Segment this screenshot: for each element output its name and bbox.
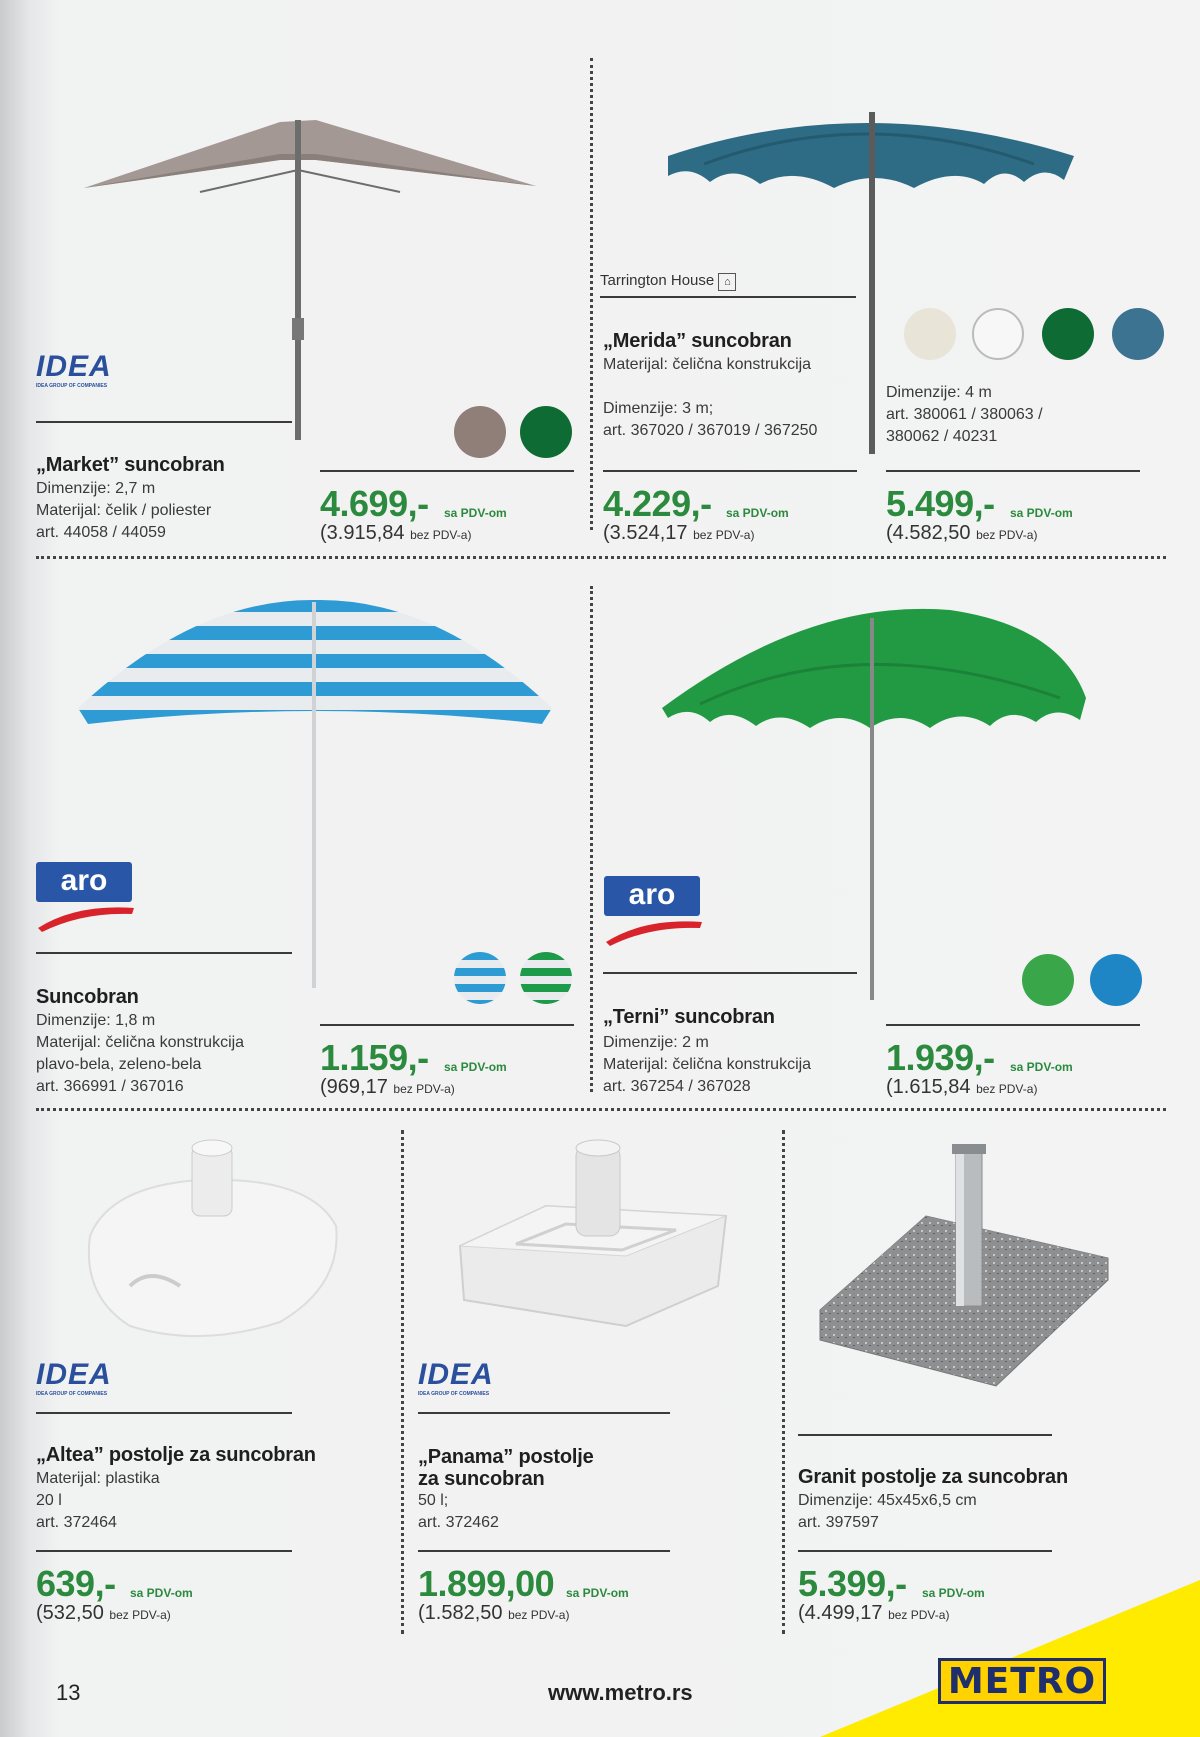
merida-title: „Merida” suncobran: [603, 330, 792, 352]
merida-brand: Tarrington House ⌂: [600, 272, 736, 291]
granit-price-note: sa PDV-om: [922, 1586, 985, 1600]
granit-rule-top: [798, 1434, 1052, 1436]
market-price-note: sa PDV-om: [444, 506, 507, 520]
altea-base-image: [80, 1136, 344, 1346]
divider-vertical-top: [590, 58, 593, 530]
merida4-color-white: [972, 308, 1024, 360]
panama-rule-top: [418, 1412, 670, 1414]
panama-title-1: „Panama” postolje: [418, 1446, 594, 1468]
altea-price-note: sa PDV-om: [130, 1586, 193, 1600]
suncobran-spec-4: art. 366991 / 367016: [36, 1078, 184, 1095]
granit-net-price: (4.499,17 bez PDV-a): [798, 1602, 950, 1624]
granit-rule-price: [798, 1550, 1052, 1552]
idea-logo: IDEA IDEA GROUP OF COMPANIES: [36, 350, 112, 389]
divider-horizontal-1: [36, 556, 1166, 559]
granit-spec-1: Dimenzije: 45x45x6,5 cm: [798, 1492, 977, 1509]
suncobran-rule-top: [36, 952, 292, 954]
merida4-rule-price: [886, 470, 1140, 472]
terni-color-blue: [1090, 954, 1142, 1006]
terni-net-price: (1.615,84 bez PDV-a): [886, 1076, 1038, 1098]
merida-price: 4.229,-: [603, 483, 712, 524]
merida4-color-cream: [904, 308, 956, 360]
granit-spec-2: art. 397597: [798, 1514, 879, 1531]
merida4-spec-1: Dimenzije: 4 m: [886, 384, 992, 401]
market-net-price: (3.915,84 bez PDV-a): [320, 522, 472, 544]
page-number: 13: [56, 1680, 81, 1705]
granit-price: 5.399,-: [798, 1563, 907, 1604]
merida4-net-price: (4.582,50 bez PDV-a): [886, 522, 1038, 544]
divider-vertical-bottom-2: [782, 1130, 785, 1634]
market-color-taupe: [454, 406, 506, 458]
panama-spec-2: art. 372462: [418, 1514, 499, 1531]
terni-rule-price: [886, 1024, 1140, 1026]
market-spec-1: Dimenzije: 2,7 m: [36, 480, 156, 497]
metro-logo: METRO: [938, 1658, 1106, 1704]
aro-logo-2: aro: [604, 876, 704, 950]
suncobran-price: 1.159,-: [320, 1037, 429, 1078]
altea-price: 639,-: [36, 1563, 116, 1604]
idea-logo-2: IDEA IDEA GROUP OF COMPANIES: [36, 1358, 112, 1397]
suncobran-rule-price: [320, 1024, 574, 1026]
striped-umbrella-image: [76, 598, 554, 988]
market-price: 4.699,-: [320, 483, 429, 524]
divider-horizontal-2: [36, 1108, 1166, 1111]
merida-spec-3: art. 367020 / 367019 / 367250: [603, 422, 818, 439]
aro-logo: aro: [36, 862, 136, 936]
panama-rule-price: [418, 1550, 670, 1552]
merida-spec-2: Dimenzije: 3 m;: [603, 400, 714, 417]
idea-logo-3: IDEA IDEA GROUP OF COMPANIES: [418, 1358, 494, 1397]
market-rule-price: [320, 470, 574, 472]
terni-spec-2: Materijal: čelična konstrukcija: [603, 1056, 812, 1073]
terni-color-green: [1022, 954, 1074, 1006]
merida-price-note: sa PDV-om: [726, 506, 789, 520]
market-spec-3: art. 44058 / 44059: [36, 524, 166, 541]
market-umbrella-image: [80, 110, 540, 450]
suncobran-price-note: sa PDV-om: [444, 1060, 507, 1074]
house-icon: ⌂: [718, 273, 736, 291]
merida-net-price: (3.524,17 bez PDV-a): [603, 522, 755, 544]
merida4-spec-3: 380062 / 40231: [886, 428, 998, 445]
suncobran-color-blue-white: [454, 952, 506, 1004]
panama-title-2: za suncobran: [418, 1468, 545, 1490]
terni-price: 1.939,-: [886, 1037, 995, 1078]
panama-spec-1: 50 l;: [418, 1492, 449, 1509]
suncobran-color-green-white: [520, 952, 572, 1004]
altea-spec-2: 20 l: [36, 1492, 62, 1509]
terni-rule-top: [603, 972, 857, 974]
terni-spec-3: art. 367254 / 367028: [603, 1078, 751, 1095]
merida4-color-green: [1042, 308, 1094, 360]
terni-spec-1: Dimenzije: 2 m: [603, 1034, 709, 1051]
altea-spec-3: art. 372464: [36, 1514, 117, 1531]
suncobran-net-price: (969,17 bez PDV-a): [320, 1076, 455, 1098]
divider-vertical-middle: [590, 586, 593, 1092]
terni-price-note: sa PDV-om: [1010, 1060, 1073, 1074]
suncobran-spec-2: Materijal: čelična konstrukcija: [36, 1034, 245, 1051]
granit-base-image: [816, 1140, 1112, 1390]
merida4-price-note: sa PDV-om: [1010, 506, 1073, 520]
panama-price-note: sa PDV-om: [566, 1586, 629, 1600]
panama-net-price: (1.582,50 bez PDV-a): [418, 1602, 570, 1624]
suncobran-title: Suncobran: [36, 986, 139, 1008]
panama-base-image: [456, 1136, 730, 1332]
merida4-color-blue: [1112, 308, 1164, 360]
altea-rule-price: [36, 1550, 292, 1552]
market-title: „Market” suncobran: [36, 454, 225, 476]
panama-price: 1.899,00: [418, 1563, 555, 1604]
altea-net-price: (532,50 bez PDV-a): [36, 1602, 171, 1624]
suncobran-spec-1: Dimenzije: 1,8 m: [36, 1012, 156, 1029]
terni-title: „Terni” suncobran: [603, 1006, 775, 1028]
suncobran-spec-3: plavo-bela, zeleno-bela: [36, 1056, 202, 1073]
market-color-green: [520, 406, 572, 458]
merida4-price: 5.499,-: [886, 483, 995, 524]
merida-spec-1: Materijal: čelična konstrukcija: [603, 356, 812, 373]
merida-rule-top: [600, 296, 856, 298]
terni-umbrella-image: [660, 608, 1088, 1000]
divider-vertical-bottom-1: [401, 1130, 404, 1634]
website-link[interactable]: www.metro.rs: [548, 1680, 693, 1705]
market-spec-2: Materijal: čelik / poliester: [36, 502, 212, 519]
granit-title: Granit postolje za suncobran: [798, 1466, 1068, 1488]
altea-rule-top: [36, 1412, 292, 1414]
altea-spec-1: Materijal: plastika: [36, 1470, 160, 1487]
altea-title: „Altea” postolje za suncobran: [36, 1444, 316, 1466]
market-rule-top: [36, 421, 292, 423]
merida4-spec-2: art. 380061 / 380063 /: [886, 406, 1043, 423]
merida-rule-price: [603, 470, 857, 472]
